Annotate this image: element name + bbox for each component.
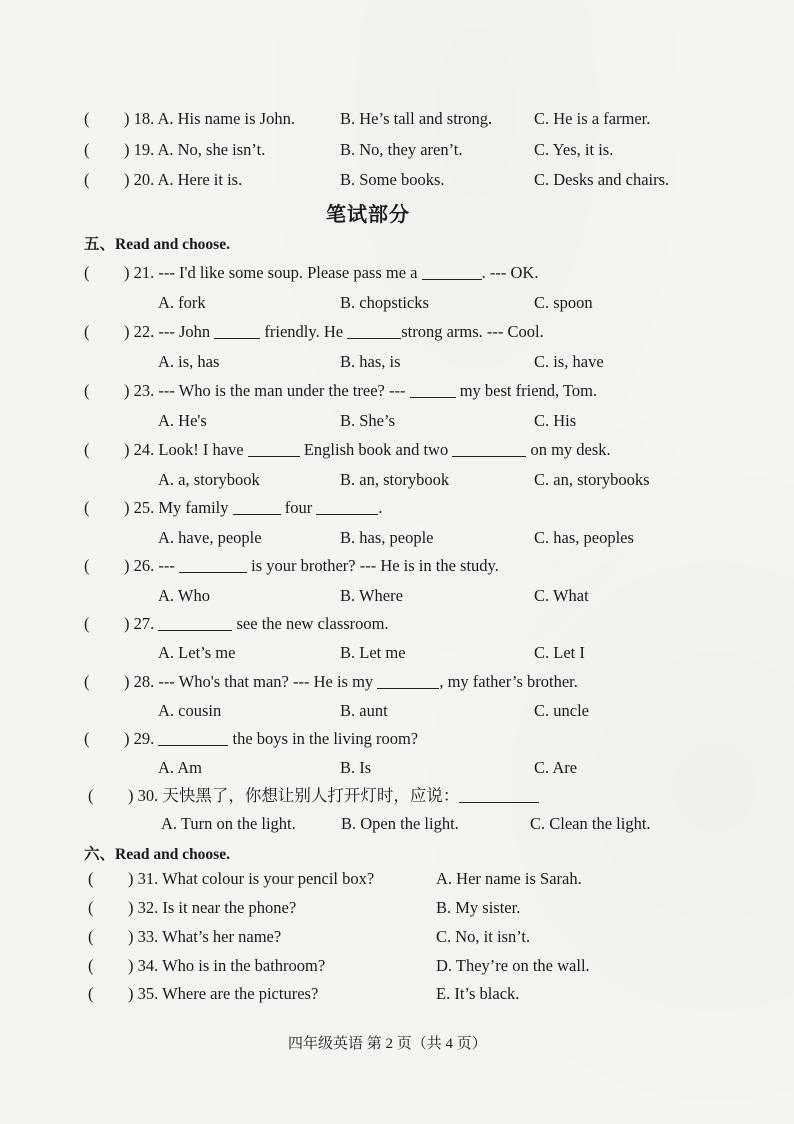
option-23b[interactable]: B. She’s (340, 411, 396, 430)
answer-paren[interactable]: ( (84, 322, 90, 341)
option-28a[interactable]: A. cousin (158, 701, 222, 720)
answer-paren[interactable]: ( (88, 869, 94, 888)
option-28c[interactable]: C. uncle (534, 701, 589, 720)
answer-paren[interactable]: ( (84, 263, 90, 282)
answer-paren[interactable]: ( (84, 140, 90, 159)
option-26b[interactable]: B. Where (340, 586, 403, 605)
question-29: ( ) 29. the boys in the living room? (84, 726, 764, 752)
answer-paren[interactable]: ( (88, 984, 94, 1003)
option-26a[interactable]: A. Who (158, 586, 210, 605)
fill-blank[interactable] (377, 670, 439, 689)
question-26: ( ) 26. --- is your brother? --- He is in the study. (84, 553, 764, 579)
question-23: ( ) 23. --- Who is the man under the tree? --- my best friend, Tom. (84, 378, 764, 404)
question-20: ( ) 20. A. Here it is. B. Some books. C. Desks and chairs. (84, 167, 764, 193)
option-29a[interactable]: A. Am (158, 758, 203, 777)
fill-blank[interactable] (452, 438, 526, 457)
option-27c[interactable]: C. Let I (534, 643, 585, 662)
match-row-33: ( ) 33. What’s her name? C. No, it isn’t. (88, 924, 748, 950)
option-30a[interactable]: A. Turn on the light. (161, 814, 296, 833)
option-22c[interactable]: C. is, have (534, 352, 604, 371)
answer-paren[interactable]: ( (84, 381, 90, 400)
question-21: ( ) 21. --- I'd like some soup. Please pass me a . --- OK. (84, 260, 764, 286)
answer-paren[interactable]: ( (84, 556, 90, 575)
option-28b[interactable]: B. aunt (340, 701, 388, 720)
option-21b[interactable]: B. chopsticks (340, 293, 429, 312)
option-22b[interactable]: B. has, is (340, 352, 401, 371)
fill-blank[interactable] (214, 320, 260, 339)
option-21a[interactable]: A. fork (158, 293, 206, 312)
answer-paren[interactable]: ( (84, 170, 90, 189)
answer-paren[interactable]: ( (84, 440, 90, 459)
question-28: ( ) 28. --- Who's that man? --- He is my , my father’s brother. (84, 669, 764, 695)
option-24c[interactable]: C. an, storybooks (534, 470, 650, 489)
answer-paren[interactable]: ( (88, 927, 94, 946)
match-row-35: ( ) 35. Where are the pictures? E. It’s black. (88, 981, 748, 1007)
fill-blank[interactable] (459, 784, 539, 803)
answer-paren[interactable]: ( (88, 786, 94, 805)
fill-blank[interactable] (422, 261, 482, 280)
question-25: ( ) 25. My family four . (84, 495, 764, 521)
option-24b[interactable]: B. an, storybook (340, 470, 450, 489)
question-30: ( ) 30. 天快黑了，你想让别人打开灯时，应说： (88, 783, 768, 809)
fill-blank[interactable] (158, 727, 228, 746)
answer-paren[interactable]: ( (88, 956, 94, 975)
option-23a[interactable]: A. He's (158, 411, 207, 430)
answer-paren[interactable]: ( (84, 672, 90, 691)
option-26c[interactable]: C. What (534, 586, 589, 605)
option-24a[interactable]: A. a, storybook (158, 470, 260, 489)
written-part-title: 笔试部分 (326, 204, 410, 226)
fill-blank[interactable] (248, 438, 300, 457)
fill-blank[interactable] (233, 496, 281, 515)
option-22a[interactable]: A. is, has (158, 352, 220, 371)
section-5-heading: 五、Read and choose. (84, 236, 230, 253)
option-25c[interactable]: C. has, peoples (534, 528, 634, 547)
option-25a[interactable]: A. have, people (158, 528, 262, 547)
answer-paren[interactable]: ( (84, 729, 90, 748)
option-21c[interactable]: C. spoon (534, 293, 593, 312)
match-row-31: ( ) 31. What colour is your pencil box? A. Her name is Sarah. (88, 866, 748, 892)
match-row-32: ( ) 32. Is it near the phone? B. My sister. (88, 895, 748, 921)
fill-blank[interactable] (410, 379, 456, 398)
option-27b[interactable]: B. Let me (340, 643, 406, 662)
match-answer-b: B. My sister. (436, 898, 521, 917)
answer-paren[interactable]: ( (84, 498, 90, 517)
option-23c[interactable]: C. His (534, 411, 577, 430)
question-22: ( ) 22. --- John friendly. He strong arms. --- Cool. (84, 319, 764, 345)
option-27a[interactable]: A. Let’s me (158, 643, 236, 662)
question-24: ( ) 24. Look! I have English book and two on my desk. (84, 437, 764, 463)
question-19: ( ) 19. A. No, she isn’t. B. No, they aren’t. C. Yes, it is. (84, 137, 764, 163)
match-answer-d: D. They’re on the wall. (436, 956, 590, 975)
answer-paren[interactable]: ( (88, 898, 94, 917)
section-6-heading: 六、Read and choose. (84, 846, 230, 863)
question-18: ( ) 18. A. His name is John. B. He’s tall and strong. C. He is a farmer. (84, 106, 764, 132)
answer-paren[interactable]: ( (84, 109, 90, 128)
fill-blank[interactable] (316, 496, 378, 515)
option-29b[interactable]: B. Is (340, 758, 372, 777)
match-answer-a: A. Her name is Sarah. (436, 869, 582, 888)
page-footer: 四年级英语 第 2 页（共 4 页） (288, 1036, 487, 1052)
fill-blank[interactable] (347, 320, 401, 339)
option-29c[interactable]: C. Are (534, 758, 578, 777)
option-30b[interactable]: B. Open the light. (341, 814, 459, 833)
match-answer-e: E. It’s black. (436, 984, 520, 1003)
fill-blank[interactable] (179, 554, 247, 573)
match-answer-c: C. No, it isn’t. (436, 927, 531, 946)
fill-blank[interactable] (158, 612, 232, 631)
match-row-34: ( ) 34. Who is in the bathroom? D. They’re on the wall. (88, 953, 748, 979)
option-30c[interactable]: C. Clean the light. (530, 814, 651, 833)
answer-paren[interactable]: ( (84, 614, 90, 633)
question-27: ( ) 27. see the new classroom. (84, 611, 764, 637)
option-25b[interactable]: B. has, people (340, 528, 434, 547)
